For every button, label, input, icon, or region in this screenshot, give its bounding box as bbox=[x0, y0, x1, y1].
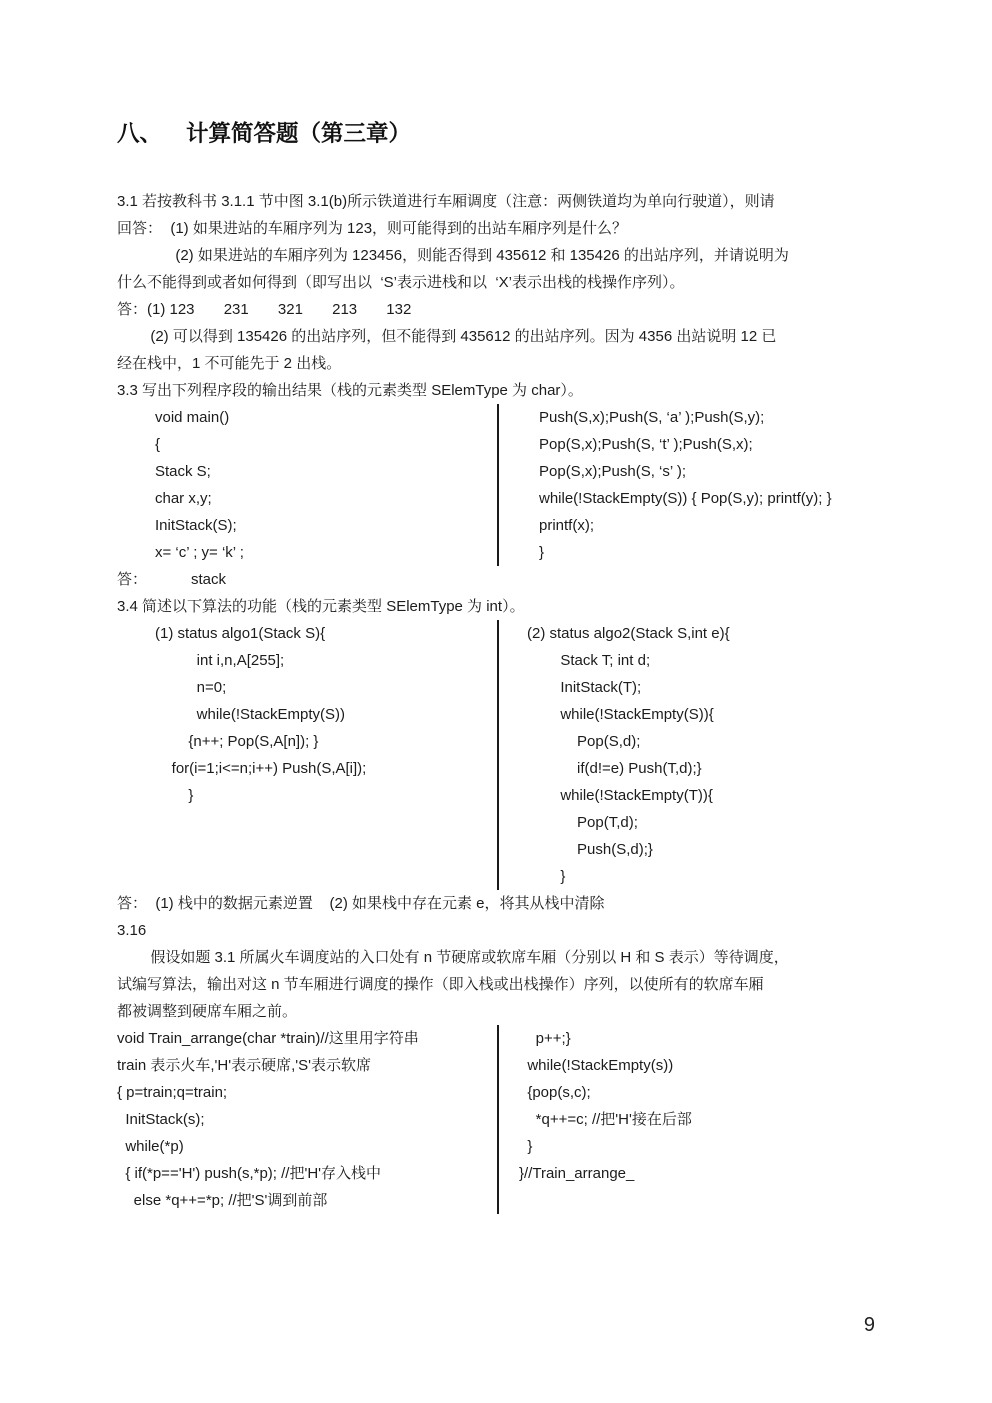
section-number: 八、 bbox=[117, 121, 163, 146]
code-line: train 表示火车,'H'表示硬席,'S'表示软席 bbox=[117, 1057, 371, 1074]
q31-answer-line-1: 答：(1) 123 231 321 213 132 bbox=[117, 301, 412, 318]
q34-header: 3.4 简述以下算法的功能（栈的元素类型 SElemType 为 int）。 bbox=[117, 598, 525, 615]
code-line: printf(x); bbox=[539, 517, 595, 534]
code-line: Stack S; bbox=[155, 463, 211, 480]
code-line: *q++=c; //把'H'接在后部 bbox=[519, 1111, 692, 1128]
code-line: }//Train_arrange_ bbox=[519, 1165, 635, 1182]
q33-code-left-column bbox=[117, 404, 497, 566]
code-line: Push(S,x);Push(S, ‘a’ );Push(S,y); bbox=[539, 409, 765, 426]
code-line: if(d!=e) Push(T,d);} bbox=[527, 760, 702, 777]
code-line: Pop(T,d); bbox=[527, 814, 638, 831]
code-line: } bbox=[527, 868, 566, 885]
q316-problem-line-1: 假设如题 3.1 所属火车调度站的入口处有 n 节硬席或软席车厢（分别以 H 和 S 表示）等待调度， bbox=[117, 949, 789, 966]
code-line: (1) status algo1(Stack S){ bbox=[155, 625, 326, 642]
code-line: Pop(S,x);Push(S, ‘s’ ); bbox=[539, 463, 686, 480]
q31-answer-line-3: 经在栈中，1 不可能先于 2 出栈。 bbox=[117, 355, 342, 372]
code-line: void Train_arrange(char *train)//这里用字符串 bbox=[117, 1030, 419, 1047]
section-heading bbox=[117, 118, 875, 150]
q33-answer-line bbox=[117, 566, 875, 593]
question-3-3 bbox=[117, 377, 875, 593]
q316-code-right-column bbox=[499, 1025, 875, 1214]
q33-code-right-column bbox=[499, 404, 875, 566]
code-line: while(!StackEmpty(s)) bbox=[519, 1057, 674, 1074]
q34-code-right-column bbox=[499, 620, 875, 890]
code-line: while(*p) bbox=[117, 1138, 184, 1155]
q34-code-block bbox=[117, 620, 875, 890]
code-line: {n++; Pop(S,A[n]); } bbox=[155, 733, 319, 750]
code-line: InitStack(s); bbox=[117, 1111, 205, 1128]
q31-problem-line-1: 3.1 若按教科书 3.1.1 节中图 3.1(b)所示铁道进行车厢调度（注意：两侧铁道均为单向行驶道），则请 bbox=[117, 193, 775, 210]
code-line: InitStack(T); bbox=[527, 679, 642, 696]
q316-number: 3.16 bbox=[117, 922, 147, 939]
question-3-16 bbox=[117, 917, 875, 1214]
code-line: } bbox=[155, 787, 194, 804]
answer-value: stack bbox=[191, 571, 227, 588]
code-line: for(i=1;i<=n;i++) Push(S,A[i]); bbox=[155, 760, 367, 777]
code-line: while(!StackEmpty(S)) { Pop(S,y); printf(y); } bbox=[539, 490, 832, 507]
code-line: Push(S,d);} bbox=[527, 841, 653, 858]
code-line: } bbox=[539, 544, 545, 561]
q34-answer-line: 答： (1) 栈中的数据元素逆置 (2) 如果栈中存在元素 e，将其从栈中清除 bbox=[117, 895, 605, 912]
page-number: 9 bbox=[863, 1314, 875, 1336]
code-line: char x,y; bbox=[155, 490, 212, 507]
answer-label: 答： bbox=[117, 571, 148, 588]
code-line: } bbox=[519, 1138, 533, 1155]
q31-problem-line-2: 回答： (1) 如果进站的车厢序列为 123，则可能得到的出站车厢序列是什么？ bbox=[117, 220, 628, 237]
q33-code-block bbox=[117, 404, 875, 566]
code-line: { if(*p=='H') push(s,*p); //把'H'存入栈中 bbox=[117, 1165, 382, 1182]
code-line: else *q++=*p; //把'S'调到前部 bbox=[117, 1192, 328, 1209]
code-line: x= ‘c’ ; y= ‘k’ ; bbox=[155, 544, 244, 561]
code-line: while(!StackEmpty(S)) bbox=[155, 706, 346, 723]
q316-code-left-column bbox=[117, 1025, 497, 1214]
question-3-4 bbox=[117, 593, 875, 917]
code-line: void main() bbox=[155, 409, 230, 426]
code-line: { p=train;q=train; bbox=[117, 1084, 228, 1101]
q316-problem-line-2: 试编写算法，输出对这 n 节车厢进行调度的操作（即入栈或出栈操作）序列，以使所有的软席车厢 bbox=[117, 976, 764, 993]
q316-problem-line-3: 都被调整到硬席车厢之前。 bbox=[117, 1003, 298, 1020]
code-line: int i,n,A[255]; bbox=[155, 652, 285, 669]
code-line: Pop(S,d); bbox=[527, 733, 641, 750]
code-line: while(!StackEmpty(S)){ bbox=[527, 706, 714, 723]
q34-code-left-column bbox=[117, 620, 497, 890]
code-line: InitStack(S); bbox=[155, 517, 237, 534]
q31-problem-line-3: (2) 如果进站的车厢序列为 123456，则能否得到 435612 和 135426 的出站序列，并请说明为 bbox=[117, 247, 789, 264]
q33-header: 3.3 写出下列程序段的输出结果（栈的元素类型 SElemType 为 char）。 bbox=[117, 382, 583, 399]
section-title-text: 计算简答题（第三章） bbox=[186, 121, 412, 146]
code-line: n=0; bbox=[155, 679, 227, 696]
q316-code-block bbox=[117, 1025, 875, 1214]
question-3-1 bbox=[117, 188, 875, 377]
code-line: p++;} bbox=[519, 1030, 571, 1047]
code-line: (2) status algo2(Stack S,int e){ bbox=[527, 625, 730, 642]
code-line: { bbox=[155, 436, 161, 453]
q31-answer-line-2: (2) 可以得到 135426 的出站序列，但不能得到 435612 的出站序列。因为 4356 出站说明 12 已 bbox=[117, 328, 777, 345]
code-line: while(!StackEmpty(T)){ bbox=[527, 787, 713, 804]
code-line: {pop(s,c); bbox=[519, 1084, 591, 1101]
code-line: Stack T; int d; bbox=[527, 652, 651, 669]
code-line: Pop(S,x);Push(S, ‘t’ );Push(S,x); bbox=[539, 436, 753, 453]
q31-problem-line-4: 什么不能得到或者如何得到（即写出以 ‘S’表示进栈和以 ‘X’表示出栈的栈操作序列）。 bbox=[117, 274, 685, 291]
